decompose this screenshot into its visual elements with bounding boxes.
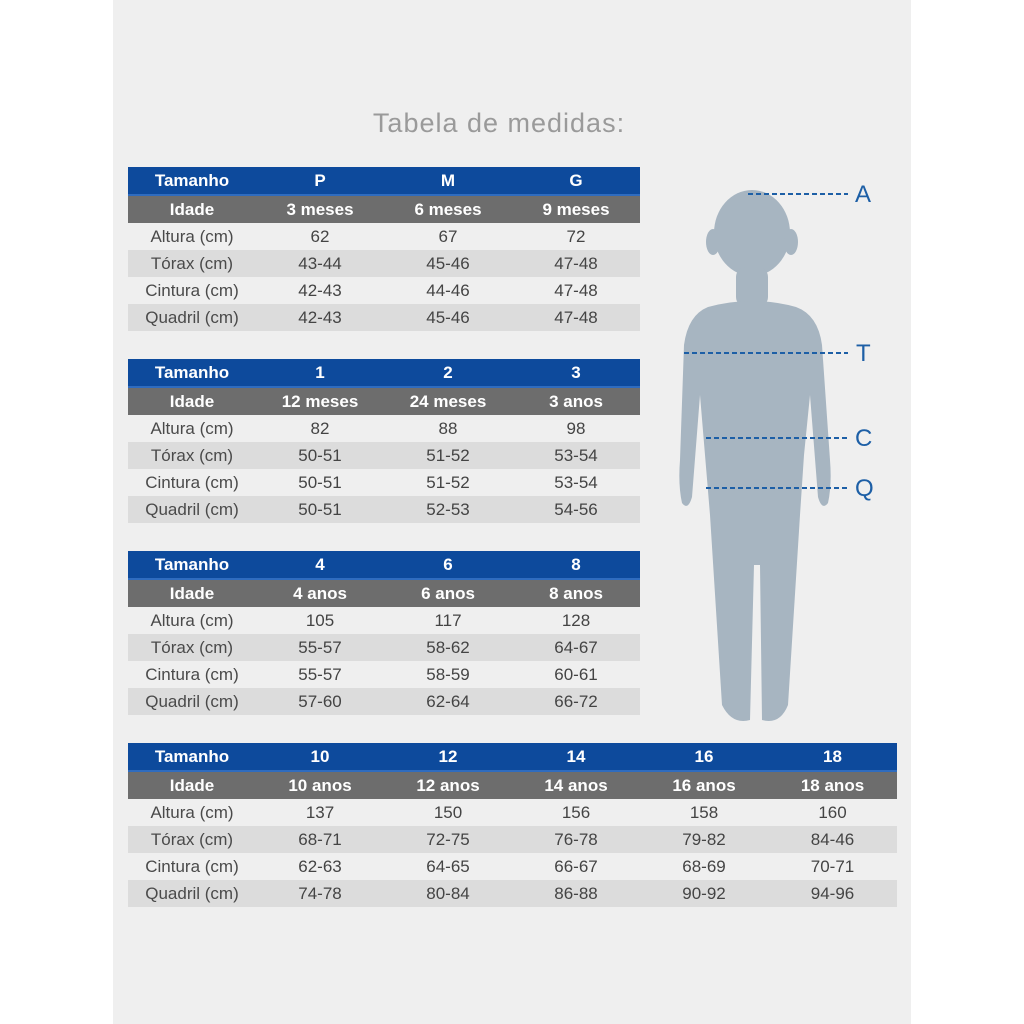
- waist-row: [128, 853, 897, 880]
- hip-row: [128, 688, 640, 715]
- waist-cell: 62-63: [298, 856, 342, 876]
- age-cell: 3 meses: [256, 195, 384, 223]
- waist-cell: 51-52: [426, 472, 470, 492]
- height-cell: 156: [561, 802, 591, 822]
- height-cell: 72: [566, 226, 586, 246]
- age-cell: 4 anos: [256, 579, 384, 607]
- hip-cell: 52-53: [384, 496, 512, 523]
- height-cell: 88: [438, 418, 458, 438]
- hip-row-label: Quadril (cm): [128, 880, 256, 907]
- waist-cell: 50-51: [298, 472, 342, 492]
- chest-cell: 51-52: [384, 442, 512, 469]
- size-row: [128, 743, 897, 771]
- age-cell: 12 meses: [256, 387, 384, 415]
- size-table-3: [128, 551, 640, 715]
- waist-cell: 58-59: [426, 664, 470, 684]
- size-row: [128, 359, 640, 387]
- age-cell: 14 anos: [512, 771, 640, 799]
- age-cell: 9 meses: [512, 195, 640, 223]
- chest-cell: 50-51: [256, 442, 384, 469]
- height-cell: 128: [561, 610, 591, 630]
- age-cell: 3 anos: [512, 387, 640, 415]
- height-row: [128, 799, 897, 826]
- chest-cell: 47-48: [512, 250, 640, 277]
- chest-cell: 68-71: [256, 826, 384, 853]
- hip-row: [128, 496, 640, 523]
- height-row-label: Altura (cm): [150, 610, 234, 630]
- size-cell: P: [256, 167, 384, 195]
- chest-cell: 58-62: [384, 634, 512, 661]
- height-cell: 62: [310, 226, 330, 246]
- waist-row-label: Cintura (cm): [145, 856, 239, 876]
- age-row-label: Idade: [128, 771, 256, 799]
- marker-c-label: C: [855, 425, 873, 452]
- size-cell: 14: [512, 743, 640, 771]
- hip-row-label: Quadril (cm): [128, 496, 256, 523]
- chest-row-label: Tórax (cm): [128, 250, 256, 277]
- hip-cell: 42-43: [256, 304, 384, 331]
- hip-cell: 90-92: [640, 880, 768, 907]
- chest-row-label: Tórax (cm): [128, 442, 256, 469]
- size-cell: 16: [640, 743, 768, 771]
- height-row: [128, 415, 640, 442]
- chest-cell: 76-78: [512, 826, 640, 853]
- waist-cell: 68-69: [682, 856, 726, 876]
- waist-cell: 55-57: [298, 664, 342, 684]
- waist-row-label: Cintura (cm): [145, 280, 239, 300]
- size-cell: 2: [384, 359, 512, 387]
- chest-row: [128, 442, 640, 469]
- height-cell: 158: [689, 802, 719, 822]
- waist-cell: 66-67: [554, 856, 598, 876]
- size-table-1: [128, 167, 640, 331]
- waist-row: [128, 661, 640, 688]
- chest-cell: 84-46: [768, 826, 897, 853]
- chest-cell: 64-67: [512, 634, 640, 661]
- marker-a-label: A: [855, 185, 872, 208]
- size-cell: 4: [256, 551, 384, 579]
- height-cell: 105: [305, 610, 335, 630]
- size-cell: 3: [512, 359, 640, 387]
- age-cell: 24 meses: [384, 387, 512, 415]
- size-cell: 12: [384, 743, 512, 771]
- marker-t-label: T: [856, 340, 871, 367]
- waist-cell: 44-46: [426, 280, 470, 300]
- size-cell: 1: [256, 359, 384, 387]
- hip-cell: 80-84: [384, 880, 512, 907]
- waist-cell: 47-48: [554, 280, 598, 300]
- height-cell: 82: [310, 418, 330, 438]
- hip-cell: 47-48: [512, 304, 640, 331]
- waist-cell: 60-61: [554, 664, 598, 684]
- size-table-4: [128, 743, 897, 907]
- age-row: [128, 195, 640, 223]
- age-row: [128, 387, 640, 415]
- hip-cell: 57-60: [256, 688, 384, 715]
- waist-row-label: Cintura (cm): [145, 472, 239, 492]
- size-row: [128, 167, 640, 195]
- chest-row-label: Tórax (cm): [128, 826, 256, 853]
- size-cell: 10: [256, 743, 384, 771]
- size-cell: G: [512, 167, 640, 195]
- chest-row-label: Tórax (cm): [128, 634, 256, 661]
- chest-cell: 72-75: [384, 826, 512, 853]
- marker-q-label: Q: [855, 475, 874, 502]
- height-cell: 150: [433, 802, 463, 822]
- age-cell: 6 anos: [384, 579, 512, 607]
- waist-row-label: Cintura (cm): [145, 664, 239, 684]
- chest-cell: 45-46: [384, 250, 512, 277]
- size-row: [128, 551, 640, 579]
- waist-cell: 70-71: [810, 856, 855, 876]
- size-table-2: [128, 359, 640, 523]
- hip-cell: 94-96: [768, 880, 897, 907]
- age-cell: 16 anos: [640, 771, 768, 799]
- chest-cell: 55-57: [256, 634, 384, 661]
- height-row: [128, 607, 640, 634]
- hip-cell: 74-78: [256, 880, 384, 907]
- height-row: [128, 223, 640, 250]
- size-row-label: Tamanho: [128, 359, 256, 387]
- size-cell: M: [384, 167, 512, 195]
- hip-cell: 86-88: [512, 880, 640, 907]
- size-cell: 18: [768, 743, 897, 771]
- hip-cell: 45-46: [384, 304, 512, 331]
- waist-row: [128, 277, 640, 304]
- waist-row: [128, 469, 640, 496]
- size-cell: 6: [384, 551, 512, 579]
- size-cell: 8: [512, 551, 640, 579]
- age-row: [128, 771, 897, 799]
- height-row-label: Altura (cm): [150, 418, 234, 438]
- size-row-label: Tamanho: [128, 551, 256, 579]
- height-cell: 117: [434, 610, 462, 630]
- age-cell: 8 anos: [512, 579, 640, 607]
- age-cell: 10 anos: [256, 771, 384, 799]
- chest-row: [128, 250, 640, 277]
- chest-cell: 79-82: [640, 826, 768, 853]
- height-cell: 67: [438, 226, 458, 246]
- age-row-label: Idade: [128, 579, 256, 607]
- size-row-label: Tamanho: [128, 743, 256, 771]
- waist-cell: 64-65: [426, 856, 470, 876]
- hip-cell: 66-72: [512, 688, 640, 715]
- waist-cell: 42-43: [298, 280, 342, 300]
- hip-cell: 62-64: [384, 688, 512, 715]
- age-row-label: Idade: [128, 195, 256, 223]
- height-cell: 137: [305, 802, 335, 822]
- height-cell: 98: [566, 418, 586, 438]
- chest-row: [128, 826, 897, 853]
- age-row-label: Idade: [128, 387, 256, 415]
- age-cell: 18 anos: [768, 771, 897, 799]
- age-cell: 6 meses: [384, 195, 512, 223]
- height-row-label: Altura (cm): [150, 802, 234, 822]
- hip-row-label: Quadril (cm): [128, 304, 256, 331]
- age-cell: 12 anos: [384, 771, 512, 799]
- size-row-label: Tamanho: [128, 167, 256, 195]
- child-silhouette-figure: [670, 185, 900, 730]
- chest-cell: 53-54: [512, 442, 640, 469]
- hip-cell: 54-56: [512, 496, 640, 523]
- page-title: Tabela de medidas:: [372, 108, 626, 138]
- hip-row: [128, 880, 897, 907]
- age-row: [128, 579, 640, 607]
- child-silhouette: [679, 190, 830, 721]
- chest-row: [128, 634, 640, 661]
- chest-cell: 43-44: [256, 250, 384, 277]
- height-row-label: Altura (cm): [150, 226, 234, 246]
- height-cell: 160: [818, 802, 847, 822]
- hip-row: [128, 304, 640, 331]
- hip-row-label: Quadril (cm): [128, 688, 256, 715]
- waist-cell: 53-54: [554, 472, 598, 492]
- hip-cell: 50-51: [256, 496, 384, 523]
